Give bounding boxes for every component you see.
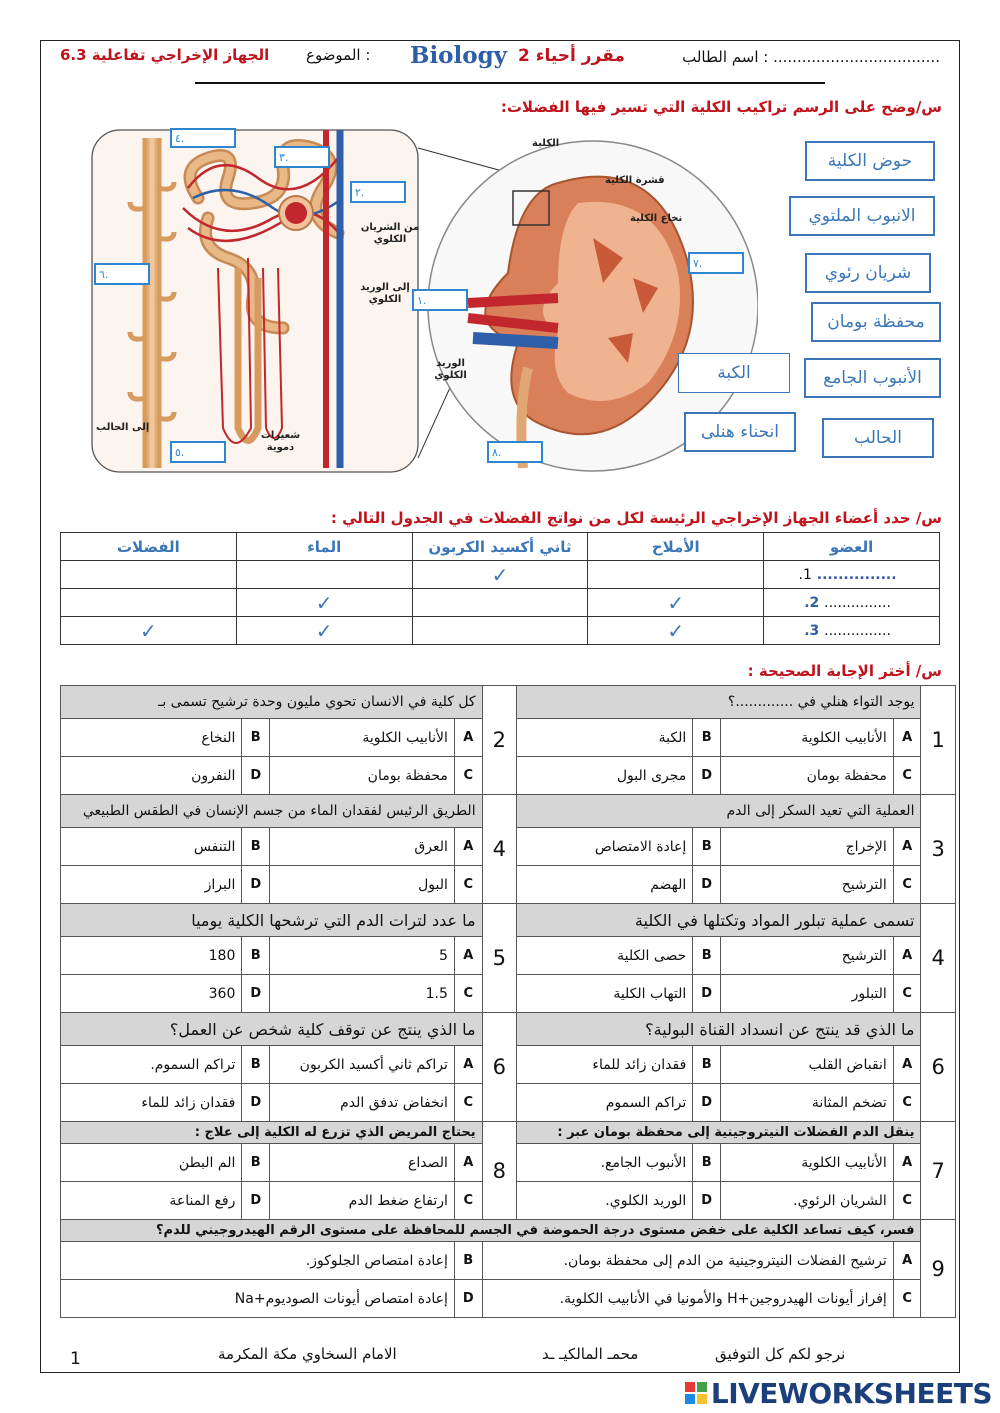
blank-2[interactable]: ٢.: [350, 181, 406, 203]
option-d[interactable]: الهضم: [517, 866, 693, 904]
option-letter: B: [693, 937, 721, 975]
blank-3[interactable]: ٣.: [274, 146, 330, 168]
option-b[interactable]: إعادة الامتصاص: [517, 828, 693, 866]
option-letter: D: [693, 757, 721, 795]
table-header-row: [61, 533, 940, 561]
option-ureter[interactable]: الحالب: [822, 418, 934, 458]
table-row: [61, 561, 940, 589]
q9-letter-d: D: [454, 1280, 482, 1318]
option-letter: C: [454, 975, 482, 1013]
option-letter: C: [454, 757, 482, 795]
label-kidney: الكلية: [532, 138, 560, 149]
option-convoluted-tubule[interactable]: الانبوب الملتوي: [789, 196, 935, 236]
question-left-text: ما عدد لترات الدم التي ترشحها الكلية يوميا: [61, 904, 483, 937]
q9-option-c[interactable]: إفراز أيونات الهيدروجين+H والأمونيا في الأنابيب الكلوية.: [482, 1280, 893, 1318]
option-c[interactable]: محفظة بومان: [270, 757, 455, 795]
option-collecting-duct[interactable]: الأنبوب الجامع: [804, 358, 941, 398]
option-letter: A: [893, 937, 921, 975]
cell-salts: ✓: [588, 589, 764, 617]
option-letter: C: [893, 1084, 921, 1122]
question-left-text: الطريق الرئيس لفقدان الماء من جسم الإنسان في الطقس الطبيعي: [61, 795, 483, 828]
label-cortex: قشرة الكلية: [605, 175, 665, 186]
option-letter: B: [242, 1046, 270, 1084]
option-d[interactable]: التهاب الكلية: [517, 975, 693, 1013]
question-right-text: يوجد التواء هنلي في .............؟: [517, 686, 921, 719]
q3-title: س/ أختر الإجابة الصحيحة :: [747, 662, 942, 680]
cell-waste: [61, 589, 237, 617]
option-b[interactable]: الم البطن: [61, 1144, 242, 1182]
option-d[interactable]: الوريد الكلوي.: [517, 1182, 693, 1220]
option-c[interactable]: محفظة بومان: [721, 757, 894, 795]
option-c[interactable]: 1.5: [270, 975, 455, 1013]
option-d[interactable]: النفرون: [61, 757, 242, 795]
option-c[interactable]: الشريان الرئوي.: [721, 1182, 894, 1220]
question-right-text: تسمى عملية تبلور المواد وتكتلها في الكلية: [517, 904, 921, 937]
option-letter: A: [454, 1144, 482, 1182]
option-glomerulus[interactable]: الكبة: [678, 353, 790, 393]
q9-letter-b: B: [454, 1242, 482, 1280]
option-a[interactable]: 5: [270, 937, 455, 975]
organ-blank[interactable]: ...............: [824, 594, 891, 611]
cell-salts: ✓: [588, 617, 764, 645]
header: [60, 42, 940, 74]
option-letter: A: [454, 828, 482, 866]
option-a[interactable]: العرق: [270, 828, 455, 866]
option-letter: D: [693, 866, 721, 904]
col-co2: ثاني أكسيد الكربون: [412, 533, 588, 561]
option-letter: C: [893, 757, 921, 795]
option-bowman-capsule[interactable]: محفظة بومان: [811, 302, 941, 342]
option-letter: C: [454, 1182, 482, 1220]
option-b[interactable]: تراكم السموم.: [61, 1046, 242, 1084]
option-pulmonary-artery[interactable]: شريان رئوي: [805, 253, 931, 293]
option-letter: D: [242, 757, 270, 795]
header-divider: [195, 82, 825, 84]
option-a[interactable]: الترشيح: [721, 937, 894, 975]
blank-1[interactable]: ١.: [412, 289, 468, 311]
question-right-number: 7: [921, 1122, 956, 1220]
cell-water: ✓: [236, 589, 412, 617]
question-left-text: ما الذي ينتج عن توقف كلية شخص عن العمل؟: [61, 1013, 483, 1046]
q9-option-a[interactable]: ترشيح الفضلات النيتروجينية من الدم إلى محفظة بومان.: [482, 1242, 893, 1280]
option-letter: D: [242, 975, 270, 1013]
organ-blank[interactable]: ...............: [824, 622, 891, 639]
option-a[interactable]: الأنابيب الكلوية: [270, 719, 455, 757]
option-d[interactable]: البراز: [61, 866, 242, 904]
cell-waste: ✓: [61, 617, 237, 645]
question-right-number: 3: [921, 795, 956, 904]
option-letter: D: [242, 1182, 270, 1220]
option-letter: D: [242, 1084, 270, 1122]
topic-label: الموضوع :: [306, 46, 371, 64]
option-renal-pelvis[interactable]: حوض الكلية: [805, 141, 935, 181]
cell-co2: [412, 617, 588, 645]
biology-title: Biology: [410, 42, 508, 69]
option-a[interactable]: الإخراج: [721, 828, 894, 866]
option-c[interactable]: تضخم المثانة: [721, 1084, 894, 1122]
row-number: 2.: [804, 594, 820, 611]
option-letter: B: [693, 719, 721, 757]
option-b[interactable]: حصى الكلية: [517, 937, 693, 975]
organ-blank[interactable]: ...............: [816, 566, 897, 583]
option-a[interactable]: تراكم ثاني أكسيد الكربون: [270, 1046, 455, 1084]
blank-5[interactable]: ٥.: [170, 441, 226, 463]
label-from-artery: من الشريان الكلوي: [360, 222, 420, 245]
question-right-number: 1: [921, 686, 956, 795]
option-letter: C: [893, 975, 921, 1013]
question-left-number: 6: [482, 1013, 516, 1122]
cell-water: ✓: [236, 617, 412, 645]
option-d[interactable]: رفع المناعة: [61, 1182, 242, 1220]
row-number: 1.: [798, 566, 812, 583]
q1-title: س/وضح على الرسم تراكيب الكلية التي تسير فيها الفضلات:: [500, 98, 942, 116]
cell-co2: [412, 589, 588, 617]
option-a[interactable]: الأنابيب الكلوية: [721, 719, 894, 757]
col-waste: الفضلات: [61, 533, 237, 561]
question-left-text: كل كلية في الانسان تحوي مليون وحدة ترشيح تسمى بـ: [61, 686, 483, 719]
option-a[interactable]: الصداع: [270, 1144, 455, 1182]
footer: [60, 1345, 940, 1371]
option-d[interactable]: 360: [61, 975, 242, 1013]
question-left-number: 8: [482, 1122, 516, 1220]
option-letter: D: [242, 866, 270, 904]
question-left-number: 4: [482, 795, 516, 904]
q9-option-b[interactable]: إعادة امتصاص الجلوكوز.: [61, 1242, 455, 1280]
option-b[interactable]: 180: [61, 937, 242, 975]
label-renal-vein: الوريد الكلوي: [434, 358, 467, 381]
option-letter: B: [242, 719, 270, 757]
option-d[interactable]: تراكم السموم: [517, 1084, 693, 1122]
question-left-number: 5: [482, 904, 516, 1013]
option-c[interactable]: ارتفاع ضغط الدم: [270, 1182, 455, 1220]
option-letter: B: [693, 1046, 721, 1084]
blank-8[interactable]: ٨.: [487, 441, 543, 463]
option-letter: D: [693, 1084, 721, 1122]
col-organ: العضو: [764, 533, 940, 561]
option-letter: A: [454, 719, 482, 757]
option-letter: C: [893, 1182, 921, 1220]
option-c[interactable]: الترشيح: [721, 866, 894, 904]
wish-text: نرجو لكم كل التوفيق: [715, 1345, 846, 1363]
cell-salts: [588, 561, 764, 589]
logo-grid-icon: [685, 1382, 707, 1404]
cell-organ[interactable]: [764, 617, 940, 645]
question-right-number: 6: [921, 1013, 956, 1122]
option-letter: B: [242, 1144, 270, 1182]
blank-4[interactable]: ٤.: [170, 128, 236, 148]
blank-7[interactable]: ٧.: [688, 252, 744, 274]
col-salts: الأملاح: [588, 533, 764, 561]
q9-text: فسر، كيف تساعد الكلية على خفض مستوى درجة الحموضة في الجسم للمحافظة على مستوى الرقم الهيدروجيني للدم؟: [61, 1220, 921, 1242]
option-letter: C: [454, 1084, 482, 1122]
topic: 6.3 الجهاز الإخراجي تفاعلية: [60, 46, 270, 64]
option-letter: D: [693, 1182, 721, 1220]
option-c[interactable]: انخفاض تدفق الدم: [270, 1084, 455, 1122]
question-left-text: يحتاج المريض الذي تزرع له الكلية إلى علاج :: [61, 1122, 483, 1144]
cell-water: [236, 561, 412, 589]
option-b[interactable]: الكبة: [517, 719, 693, 757]
q2-title: س/ حدد أعضاء الجهاز الإخراجي الرئيسة لكل من نواتج الفضلات في الجدول التالي :: [330, 509, 942, 527]
option-a[interactable]: الأنابيب الكلوية: [721, 1144, 894, 1182]
col-water: الماء: [236, 533, 412, 561]
q9-letter-c: C: [893, 1280, 921, 1318]
course-title: مقرر أحياء 2: [518, 46, 625, 66]
label-to-vein: إلى الوريد الكلوي: [360, 282, 410, 305]
question-right-number: 4: [921, 904, 956, 1013]
option-b[interactable]: فقدان زائد للماء: [517, 1046, 693, 1084]
blank-6[interactable]: ٦.: [94, 263, 150, 285]
option-letter: A: [454, 1046, 482, 1084]
q9-option-d[interactable]: إعادة امتصاص أيونات الصوديوم+Na: [61, 1280, 455, 1318]
option-a[interactable]: انقباض القلب: [721, 1046, 894, 1084]
option-letter: A: [893, 828, 921, 866]
page-number: 1: [70, 1349, 81, 1369]
liveworksheets-logo: [685, 1378, 992, 1408]
q9-letter-a: A: [893, 1242, 921, 1280]
option-b[interactable]: التنفس: [61, 828, 242, 866]
waste-table: [60, 532, 940, 645]
label-medulla: نخاع الكلية: [630, 213, 683, 224]
mcq-table: [60, 685, 956, 1318]
option-letter: A: [893, 1046, 921, 1084]
option-c[interactable]: البول: [270, 866, 455, 904]
q9-number: 9: [921, 1220, 956, 1318]
option-d[interactable]: مجرى البول: [517, 757, 693, 795]
table-row: [61, 589, 940, 617]
row-number: 3.: [804, 622, 820, 639]
option-letter: B: [693, 828, 721, 866]
table-row: [61, 617, 940, 645]
option-b[interactable]: الأنبوب الجامع.: [517, 1144, 693, 1182]
question-right-text: ينقل الدم الفضلات النيتروجينية إلى محفظة بومان عبر :: [517, 1122, 921, 1144]
option-b[interactable]: النخاع: [61, 719, 242, 757]
label-to-ureter: إلى الحالب: [96, 422, 150, 433]
option-letter: B: [242, 937, 270, 975]
cell-organ[interactable]: [764, 589, 940, 617]
teacher-name: محمـ المالكيـ ـد: [542, 1345, 639, 1363]
label-capillaries: شعيرات دموية: [260, 430, 301, 453]
cell-organ[interactable]: [764, 561, 940, 589]
option-letter: B: [242, 828, 270, 866]
option-letter: A: [893, 719, 921, 757]
option-letter: A: [454, 937, 482, 975]
question-right-text: ما الذي قد ينتج عن انسداد القناة البولية؟: [517, 1013, 921, 1046]
option-c[interactable]: التبلور: [721, 975, 894, 1013]
option-letter: B: [693, 1144, 721, 1182]
question-right-text: العملية التي تعيد السكر إلى الدم: [517, 795, 921, 828]
option-d[interactable]: فقدان زائد للماء: [61, 1084, 242, 1122]
question-left-number: 2: [482, 686, 516, 795]
option-letter: A: [893, 1144, 921, 1182]
option-loop-of-henle[interactable]: انحناء هنلى: [684, 412, 796, 452]
student-name-label: اسم الطالب : ...................................: [682, 48, 940, 66]
cell-waste: [61, 561, 237, 589]
logo-text: LIVEWORKSHEETS: [710, 1376, 992, 1410]
school-name: الامام السخاوي مكة المكرمة: [218, 1345, 397, 1363]
cell-co2: ✓: [412, 561, 588, 589]
option-letter: C: [454, 866, 482, 904]
option-letter: C: [893, 866, 921, 904]
option-letter: D: [693, 975, 721, 1013]
